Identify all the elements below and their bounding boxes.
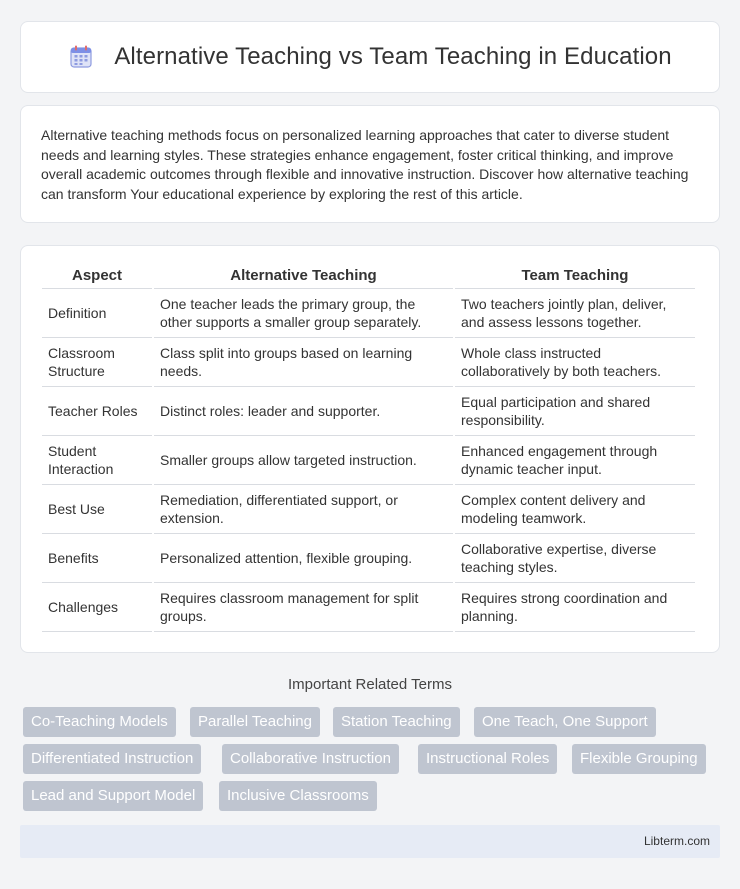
calendar-icon — [68, 44, 94, 70]
alternative-cell: One teacher leads the primary group, the other supports a smaller group separately. — [154, 289, 453, 338]
aspect-cell: Student Interaction — [42, 436, 152, 485]
team-cell: Enhanced engagement through dynamic teacher input. — [455, 436, 695, 485]
footer-brand[interactable]: Libterm.com — [643, 834, 710, 848]
table-row — [42, 534, 695, 583]
team-cell: Two teachers jointly plan, deliver, and assess lessons together. — [455, 289, 695, 338]
alternative-cell: Smaller groups allow targeted instruction. — [154, 436, 453, 485]
header-alternative-teaching: Alternative Teaching — [154, 263, 453, 289]
table-row — [42, 289, 695, 338]
team-cell: Requires strong coordination and planning. — [455, 583, 695, 632]
table-header-row — [42, 263, 695, 289]
page-title: Alternative Teaching vs Team Teaching in Education — [114, 43, 672, 70]
term-tag-instructional-roles[interactable]: Instructional Roles — [418, 744, 557, 774]
comparison-table-card — [20, 245, 720, 653]
alternative-cell: Requires classroom management for split groups. — [154, 583, 453, 632]
term-tag-co-teaching-models[interactable]: Co-Teaching Models — [23, 707, 176, 737]
aspect-cell: Challenges — [42, 583, 152, 632]
team-cell: Complex content delivery and modeling teamwork. — [455, 485, 695, 534]
header-aspect: Aspect — [42, 263, 152, 289]
intro-card — [20, 105, 720, 223]
term-tag-lead-and-support-model[interactable]: Lead and Support Model — [23, 781, 203, 811]
aspect-cell: Best Use — [42, 485, 152, 534]
footer — [20, 825, 720, 858]
alternative-cell: Distinct roles: leader and supporter. — [154, 387, 453, 436]
alternative-cell: Remediation, differentiated support, or extension. — [154, 485, 453, 534]
table-row — [42, 338, 695, 387]
header-card — [20, 21, 720, 93]
comparison-table — [40, 263, 697, 632]
team-cell: Whole class instructed collaboratively by both teachers. — [455, 338, 695, 387]
term-tag-collaborative-instruction[interactable]: Collaborative Instruction — [222, 744, 399, 774]
header-team-teaching: Team Teaching — [455, 263, 695, 289]
term-tag-parallel-teaching[interactable]: Parallel Teaching — [190, 707, 320, 737]
intro-text: Alternative teaching methods focus on personalized learning approaches that cater to diverse student needs and learning styles. These strategies enhance engagement, foster critical thinking, and improve overall academic outcomes through flexible and innovative instruction. Discover how alternative teaching can transform Your educational experience by exploring the rest of this article. — [41, 127, 689, 202]
term-tag-station-teaching[interactable]: Station Teaching — [333, 707, 460, 737]
term-tag-one-teach-one-support[interactable]: One Teach, One Support — [474, 707, 656, 737]
team-cell: Equal participation and shared responsibility. — [455, 387, 695, 436]
table-row — [42, 387, 695, 436]
term-tag-differentiated-instruction[interactable]: Differentiated Instruction — [23, 744, 201, 774]
related-terms-title: Important Related Terms — [288, 676, 452, 693]
alternative-cell: Class split into groups based on learning needs. — [154, 338, 453, 387]
table-row — [42, 583, 695, 632]
team-cell: Collaborative expertise, diverse teaching styles. — [455, 534, 695, 583]
table-row — [42, 436, 695, 485]
aspect-cell: Teacher Roles — [42, 387, 152, 436]
alternative-cell: Personalized attention, flexible grouping. — [154, 534, 453, 583]
term-tag-inclusive-classrooms[interactable]: Inclusive Classrooms — [219, 781, 377, 811]
table-row — [42, 485, 695, 534]
aspect-cell: Benefits — [42, 534, 152, 583]
term-tag-flexible-grouping[interactable]: Flexible Grouping — [572, 744, 706, 774]
aspect-cell: Definition — [42, 289, 152, 338]
aspect-cell: Classroom Structure — [42, 338, 152, 387]
